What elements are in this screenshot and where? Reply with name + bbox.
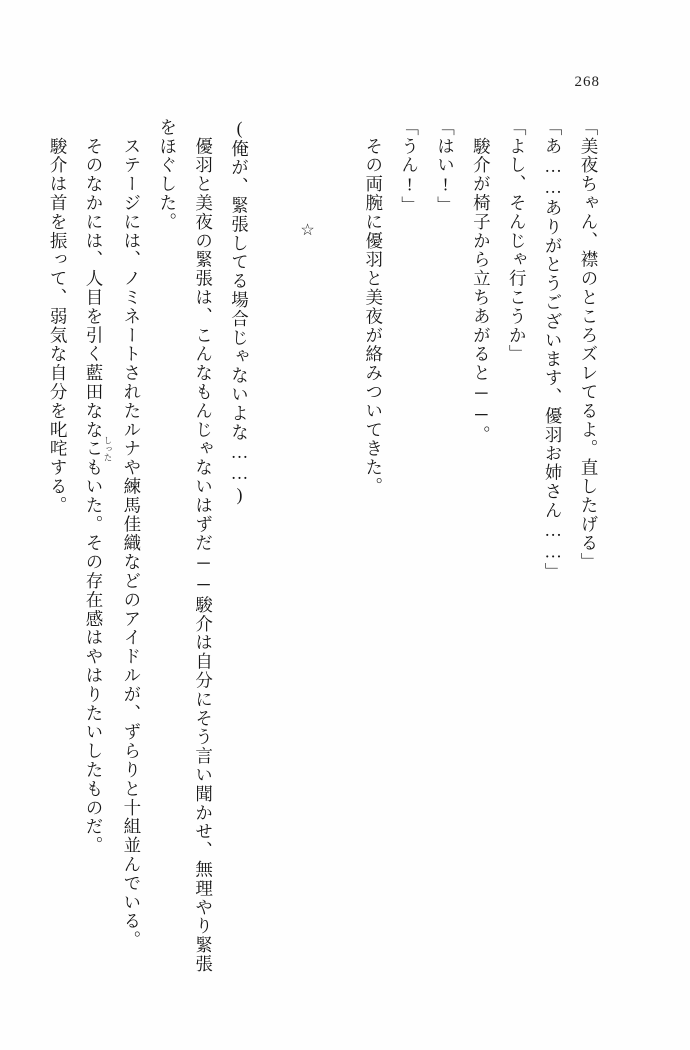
paragraph-narration-3: 優羽と美夜の緊張は、こんなもんじゃないはずだ──駿介は自分にそう言い聞かせ、無理やり緊張をほぐした。 (157, 118, 214, 974)
paragraph-dialogue-4: 「はい!」 (435, 118, 456, 215)
paragraph-dialogue-1: 「美夜ちゃん、襟のところズレてるよ。直したげる」 (579, 118, 599, 572)
paragraph-dialogue-3: 「よし、そんじゃ行こうか」 (507, 118, 528, 364)
ruby-text: しった (102, 436, 113, 462)
paragraph-narration-5-part2: もいた。その存在感はやはりたいしたものだ。 (83, 458, 104, 856)
paragraph-inner-monologue: (俺が、緊張してる場合じゃないよな……) (229, 118, 250, 506)
ruby-base: こ (83, 436, 104, 462)
paragraph-narration-5 (75, 118, 113, 978)
ruby-annotation (83, 436, 113, 462)
paragraph-narration-2: その両腕に優羽と美夜が絡みついてきた。 (363, 118, 384, 496)
paragraph-narration-6: 駿介は首を振って、弱気な自分を叱咤する。 (48, 118, 69, 515)
scene-separator (256, 118, 354, 978)
page-body-text (48, 118, 606, 978)
paragraph-narration-4: ステージには、ノミネートされたルナや練馬佳織などのアイドルが、ずらりと十組並んでいる。 (121, 118, 142, 950)
star-icon: ☆ (298, 220, 316, 239)
page-number: 268 (574, 74, 600, 90)
paragraph-dialogue-2: 「あ……ありがとうございます、優羽お姉さん……」 (543, 118, 564, 582)
paragraph-narration-1: 駿介が椅子から立ちあがると──。 (471, 118, 492, 445)
paragraph-narration-5-part1: そのなかには、人目を引く藍田なな (83, 118, 104, 440)
paragraph-dialogue-5: 「うん!」 (399, 118, 420, 215)
